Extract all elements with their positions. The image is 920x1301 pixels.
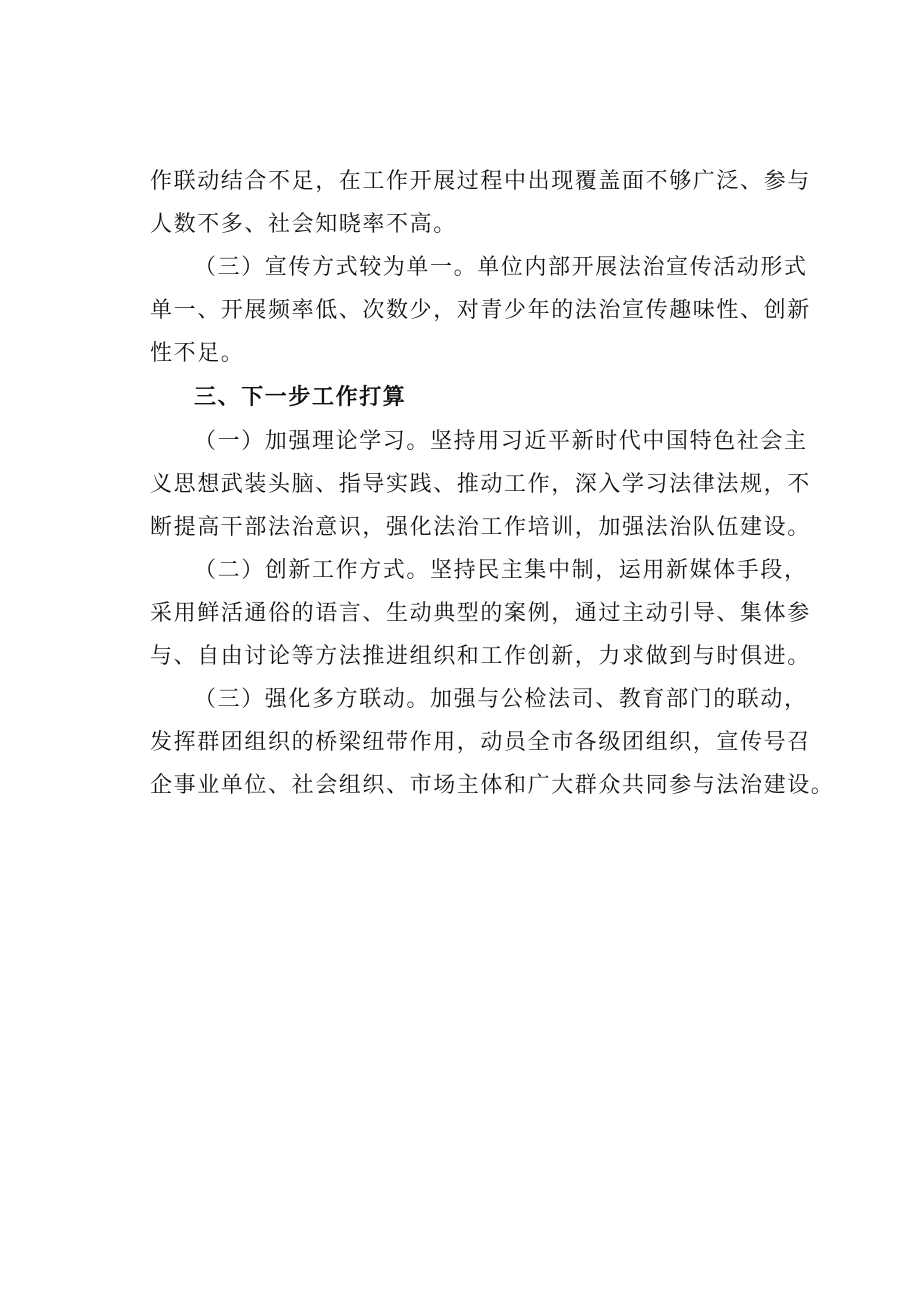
text-line: 作联动结合不足，在工作开展过程中出现覆盖面不够广泛、参与 — [150, 169, 811, 194]
text-line: 人数不多、社会知晓率不高。 — [150, 212, 457, 237]
text-line: （三）强化多方联动。加强与公检法司、教育部门的联动， — [194, 687, 808, 712]
paragraph-plan-two — [150, 549, 812, 678]
text-line: 企事业单位、社会组织、市场主体和广大群众共同参与法治建设。 — [150, 773, 835, 798]
text-line: 与、自由讨论等方法推进组织和工作创新，力求做到与时俱进。 — [150, 644, 811, 669]
text-line: 单一、开展频率低、次数少，对青少年的法治宣传趣味性、创新 — [150, 298, 811, 323]
paragraph-plan-one — [150, 420, 812, 549]
text-line: 断提高干部法治意识，强化法治工作培训，加强法治队伍建设。 — [150, 515, 811, 540]
text-line: （一）加强理论学习。坚持用习近平新时代中国特色社会主 — [194, 429, 808, 454]
document-body — [150, 160, 835, 807]
text-line: 采用鲜活通俗的语言、生动典型的案例，通过主动引导、集体参 — [150, 601, 811, 626]
text-line: 发挥群团组织的桥梁纽带作用，动员全市各级团组织，宣传号召 — [150, 730, 811, 755]
paragraph-plan-three — [150, 678, 835, 807]
section-heading: 三、下一步工作打算 — [194, 385, 407, 410]
text-line: （三）宣传方式较为单一。单位内部开展法治宣传活动形式 — [194, 255, 808, 280]
text-line: （二）创新工作方式。坚持民主集中制，运用新媒体手段， — [194, 558, 808, 583]
paragraph-continuation — [150, 160, 812, 246]
text-line: 性不足。 — [150, 341, 245, 366]
paragraph-issue-three — [150, 246, 812, 375]
text-line: 义思想武装头脑、指导实践、推动工作，深入学习法律法规，不 — [150, 472, 811, 497]
